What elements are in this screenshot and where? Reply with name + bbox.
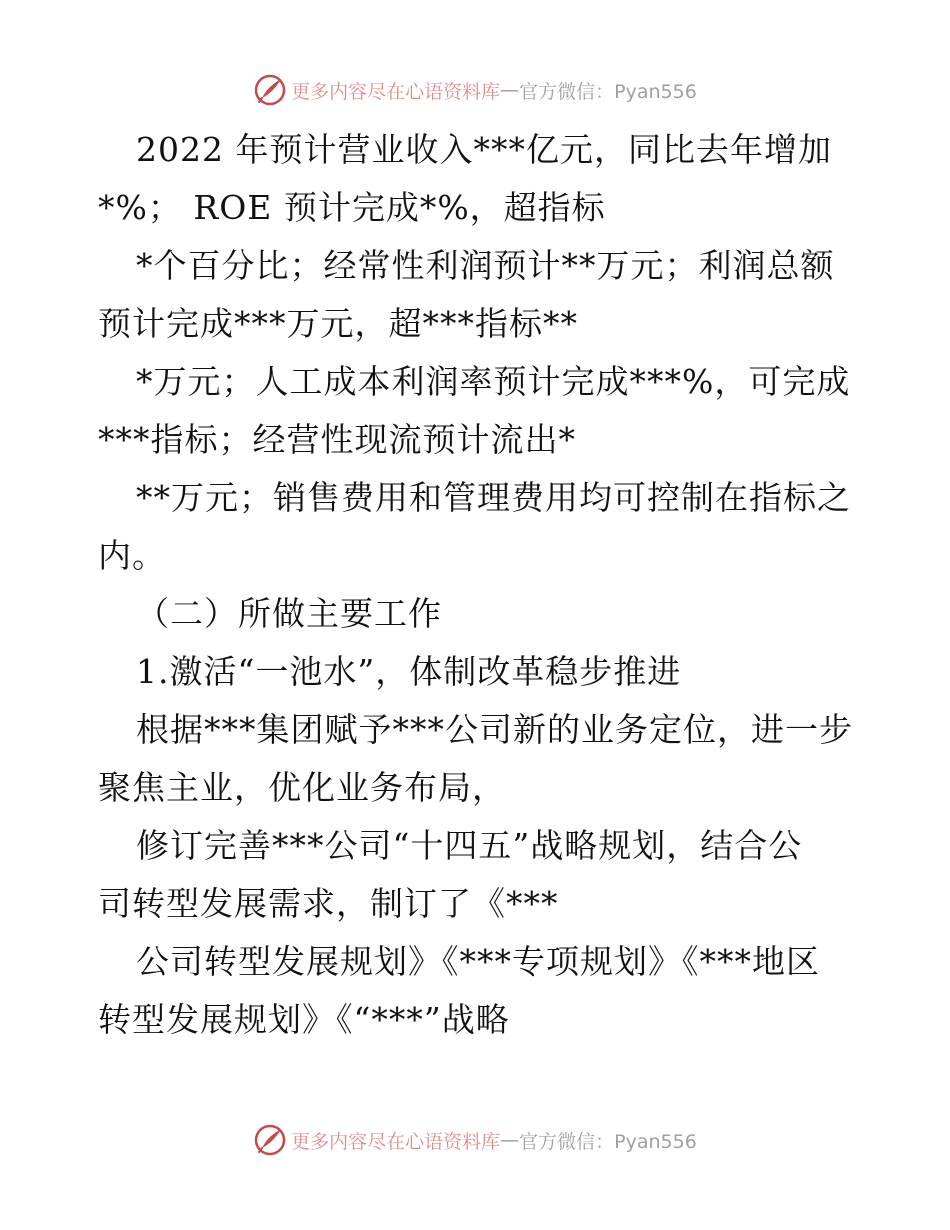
body-text-line: 内。: [98, 536, 166, 575]
watermark-dash: —: [500, 1129, 520, 1151]
body-text-line: 预计完成***万元，超***指标**: [98, 304, 578, 343]
watermark-header: [0, 70, 950, 110]
body-text-line: **万元；销售费用和管理费用均可控制在指标之: [136, 478, 851, 517]
document-body: [98, 121, 858, 1049]
body-text-line: 公司转型发展规划》《***专项规划》《***地区: [136, 942, 820, 981]
body-text-line: 根据***集团赋予***公司新的业务定位，进一步: [136, 710, 853, 749]
body-text-line: 聚焦主业，优化业务布局，: [98, 768, 506, 807]
body-text-line: 修订完善***公司“十四五”战略规划，结合公: [136, 826, 803, 865]
body-text-line: *个百分比；经常性利润预计**万元；利润总额: [136, 246, 835, 285]
watermark-footer: [0, 1120, 950, 1160]
body-text-line: 司转型发展需求，制订了《***: [98, 884, 559, 923]
watermark-main-text: 更多内容尽在心语资料库: [291, 80, 501, 103]
body-text-line: *%； ROE 预计完成*%，超指标: [98, 188, 606, 227]
body-text-line: 1.激活“一池水”，体制改革稳步推进: [136, 652, 682, 691]
body-text-line: 2022 年预计营业收入***亿元，同比去年增加: [136, 130, 832, 169]
watermark-contact-text: 官方微信：Pyan556: [519, 80, 697, 103]
watermark-dash: —: [500, 79, 520, 101]
body-text-line: ***指标；经营性现流预计流出*: [98, 420, 576, 459]
watermark-contact-text: 官方微信：Pyan556: [519, 1130, 697, 1153]
body-text-line: （二）所做主要工作: [136, 594, 442, 633]
quill-logo-icon: [253, 73, 287, 107]
body-text-line: *万元；人工成本利润率预计完成***%，可完成: [136, 362, 851, 401]
watermark-main-text: 更多内容尽在心语资料库: [291, 1130, 501, 1153]
body-text-line: 转型发展规划》《“***”战略: [98, 1000, 510, 1039]
quill-logo-icon: [253, 1123, 287, 1157]
